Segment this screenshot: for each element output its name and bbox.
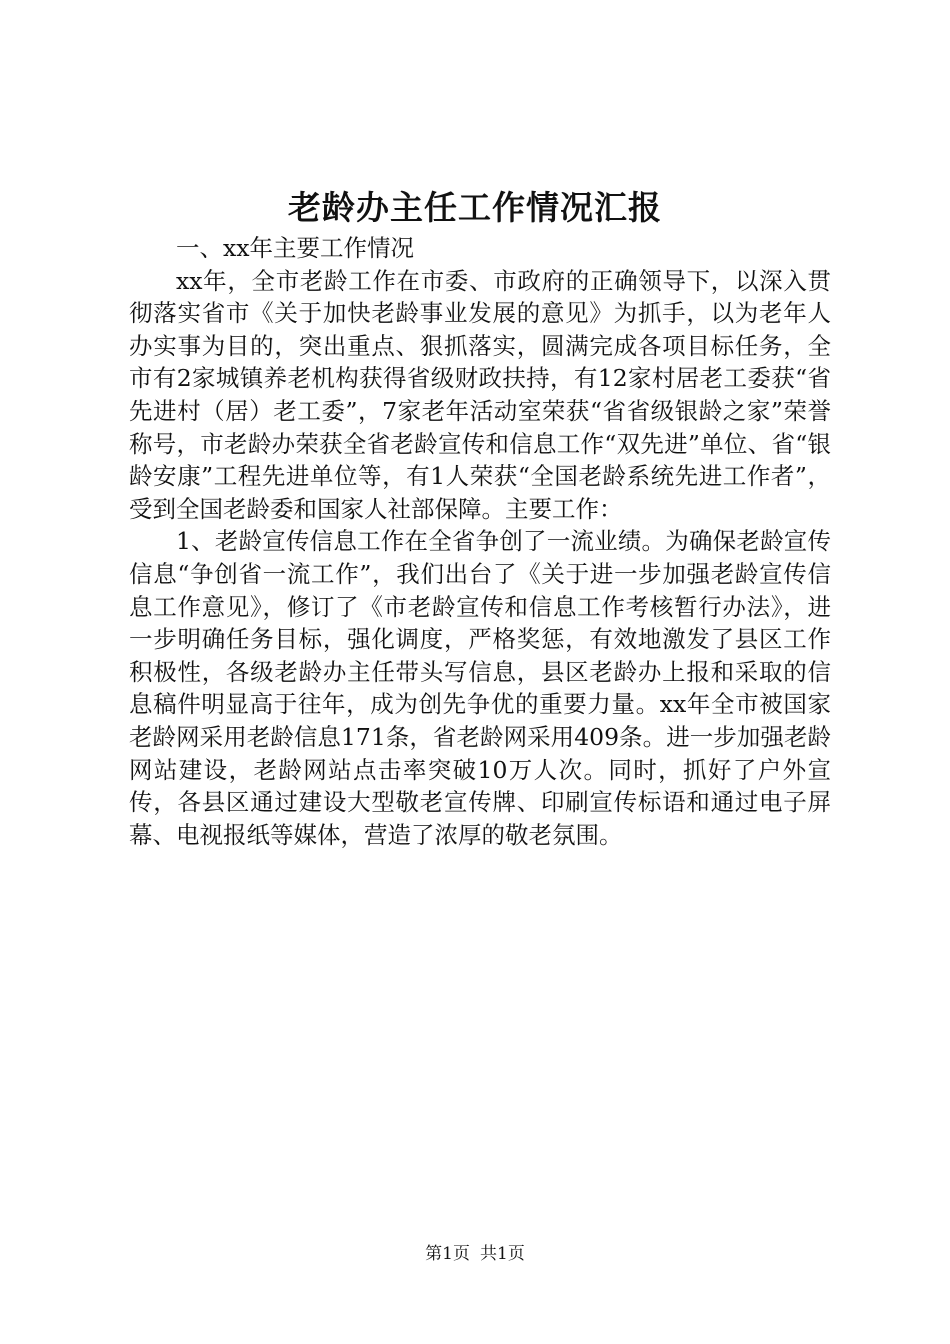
page-footer (0, 1242, 950, 1266)
page-number: 第1页 (425, 1244, 470, 1264)
document-title: 老龄办主任工作情况汇报 (288, 188, 662, 227)
body-paragraph: 1、老龄宣传信息工作在全省争创了一流业绩。为确保老龄宣传信息“争创省一流工作”，我们出台了《关于进一步加强老龄宣传信息工作意见》，修订了《市老龄宣传和信息工作考核暂行办法》，进一步明确任务目标，强化调度，严格奖惩，有效地激发了县区工作积极性，各级老龄办主任带头写信息，县区老龄办上报和采取的信息稿件明显高于往年，成为创先争优的重要力量。xx年全市被国家老龄网采用老龄信息171条，省老龄网采用409条。进一步加强老龄网站建设，老龄网站点击率突破10万人次。同时，抓好了户外宣传，各县区通过建设大型敬老宣传牌、印刷宣传标语和通过电子屏幕、电视报纸等媒体，营造了浓厚的敬老氛围。 (129, 527, 831, 849)
page-total: 共1页 (480, 1244, 525, 1264)
section-heading: 一、xx年主要工作情况 (176, 234, 415, 262)
body-paragraph: xx年，全市老龄工作在市委、市政府的正确领导下，以深入贯彻落实省市《关于加快老龄事业发展的意见》为抓手，以为老年人办实事为目的，突出重点、狠抓落实，圆满完成各项目标任务，全市有2家城镇养老机构获得省级财政扶持，有12家村居老工委获“省先进村（居）老工委”，7家老年活动室荣获“省省级银龄之家”荣誉称号，市老龄办荣获全省老龄宣传和信息工作“双先进”单位、省“银龄安康”工程先进单位等，有1人荣获“全国老龄系统先进工作者”，受到全国老龄委和国家人社部保障。主要工作： (129, 266, 831, 523)
document-body (129, 232, 831, 851)
